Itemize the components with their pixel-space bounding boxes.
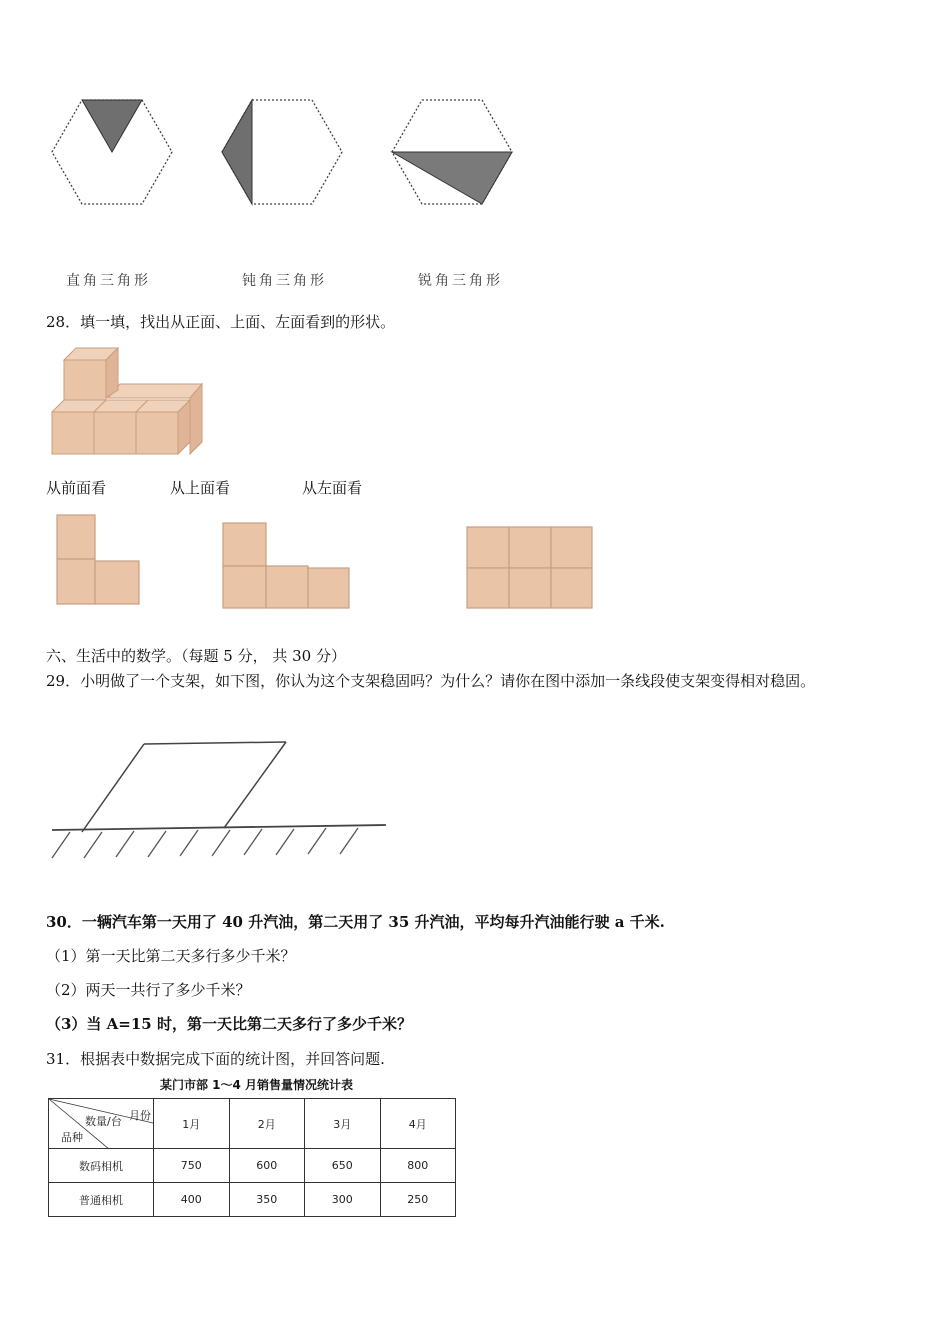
table-header-month: 1月 bbox=[154, 1099, 230, 1149]
header-quantity-label: 数量/台 bbox=[85, 1115, 122, 1128]
question-30-part-3: （3）当 A=15 时，第一天比第二天多行了多少千米？ bbox=[46, 1015, 412, 1033]
sales-stats-table bbox=[48, 1098, 456, 1217]
table-cell: 800 bbox=[380, 1149, 456, 1183]
table-diagonal-header-cell bbox=[49, 1099, 154, 1149]
view-shape-grid-2x3 bbox=[466, 526, 594, 610]
section-6-title: 六、生活中的数学。（每题 5 分， 共 30 分） bbox=[46, 647, 346, 665]
view-shape-l-three bbox=[222, 522, 352, 610]
table-cell: 300 bbox=[305, 1183, 381, 1217]
table-cell: 750 bbox=[154, 1149, 230, 1183]
table-cell: 400 bbox=[154, 1183, 230, 1217]
question-29: 29．小明做了一个支架，如下图，你认为这个支架稳固吗？为什么？请你在图中添加一条线段使支架变得相对稳固。 bbox=[46, 672, 816, 690]
caption-acute-triangle: 锐角三角形 bbox=[418, 273, 503, 289]
question-30-part-2: （2）两天一共行了多少千米？ bbox=[46, 981, 251, 999]
table-header-month: 4月 bbox=[380, 1099, 456, 1149]
question-31: 31．根据表中数据完成下面的统计图，并回答问题. bbox=[46, 1050, 385, 1068]
header-month-label: 月份 bbox=[129, 1109, 151, 1122]
hexagon-acute-triangle-figure bbox=[390, 98, 515, 206]
table-row bbox=[49, 1149, 456, 1183]
view-label-left: 从左面看 bbox=[302, 479, 363, 497]
question-30: 30．一辆汽车第一天用了 40 升汽油，第二天用了 35 升汽油，平均每升汽油能行驶 a 千米. bbox=[46, 913, 665, 931]
table-cell: 350 bbox=[229, 1183, 305, 1217]
table-row bbox=[49, 1183, 456, 1217]
bracket-support-figure bbox=[44, 736, 390, 862]
question-30-part-1: （1）第一天比第二天多行多少千米？ bbox=[46, 947, 296, 965]
row-name: 数码相机 bbox=[49, 1149, 154, 1183]
view-label-front: 从前面看 bbox=[46, 479, 107, 497]
table-cell: 250 bbox=[380, 1183, 456, 1217]
table-cell: 600 bbox=[229, 1149, 305, 1183]
view-shape-front-l bbox=[56, 514, 142, 606]
header-kind-label: 品种 bbox=[61, 1131, 83, 1144]
row-name: 普通相机 bbox=[49, 1183, 154, 1217]
table-cell: 650 bbox=[305, 1149, 381, 1183]
hexagon-obtuse-triangle-figure bbox=[220, 98, 345, 206]
table-header-month: 3月 bbox=[305, 1099, 381, 1149]
view-label-top: 从上面看 bbox=[170, 479, 231, 497]
hexagon-right-triangle-figure bbox=[50, 98, 175, 206]
stats-table-title: 某门市部 1～4 月销售量情况统计表 bbox=[160, 1078, 354, 1092]
caption-right-triangle: 直角三角形 bbox=[66, 273, 151, 289]
table-header-month: 2月 bbox=[229, 1099, 305, 1149]
cube-stack-figure bbox=[50, 346, 210, 458]
caption-obtuse-triangle: 钝角三角形 bbox=[242, 273, 327, 289]
question-28: 28．填一填，找出从正面、上面、左面看到的形状。 bbox=[46, 313, 396, 331]
